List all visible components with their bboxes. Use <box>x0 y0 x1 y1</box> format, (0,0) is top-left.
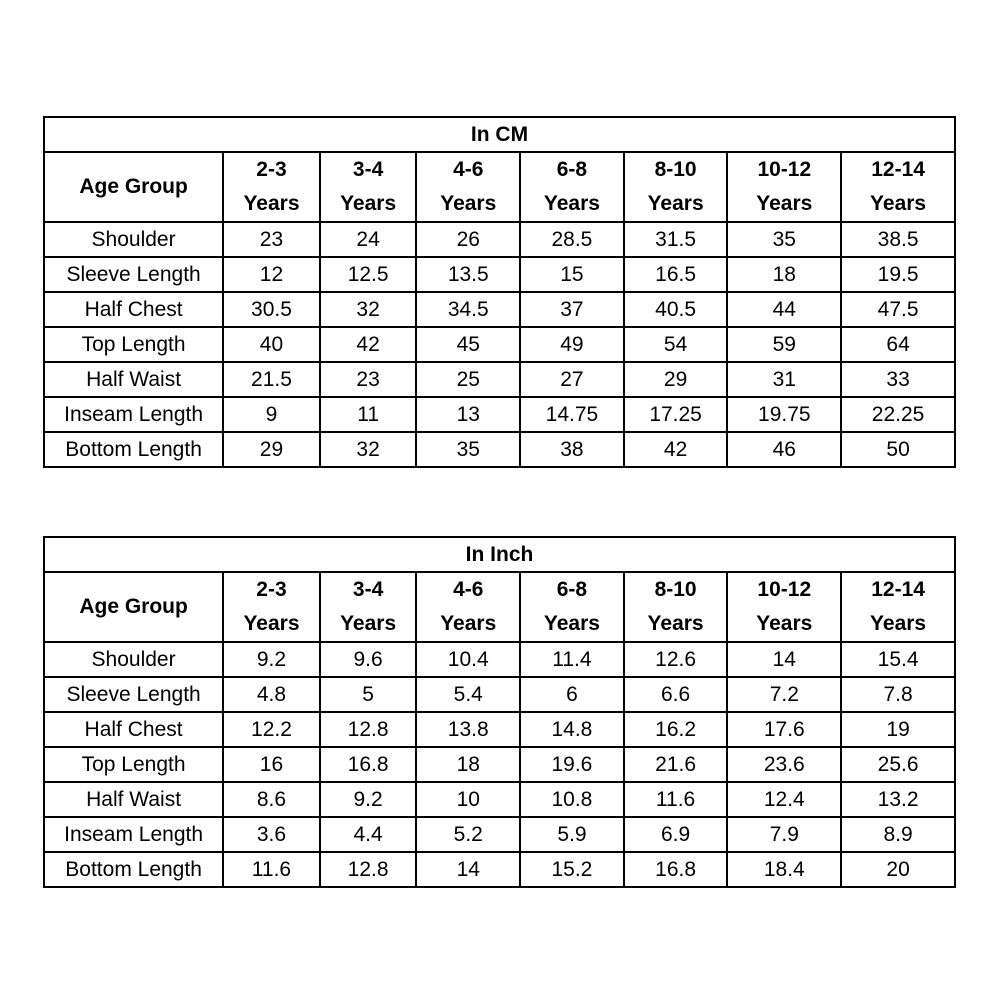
measurement-value: 12.8 <box>320 852 417 887</box>
measurement-value: 24 <box>320 222 417 257</box>
measurement-value: 10 <box>416 782 520 817</box>
age-unit: Years <box>340 612 397 635</box>
measurement-value: 33 <box>841 362 955 397</box>
age-column-header <box>841 572 955 642</box>
measurement-label: Half Waist <box>44 782 223 817</box>
measurement-label: Half Waist <box>44 362 223 397</box>
age-column-header <box>416 152 520 222</box>
measurement-value: 13.8 <box>416 712 520 747</box>
table-title: In CM <box>44 117 955 152</box>
measurement-value: 15.2 <box>520 852 624 887</box>
measurement-value: 16.8 <box>624 852 728 887</box>
measurement-label: Inseam Length <box>44 817 223 852</box>
size-table-cm <box>43 116 956 468</box>
measurement-value: 29 <box>223 432 320 467</box>
measurement-value: 9.2 <box>223 642 320 677</box>
measurement-value: 7.9 <box>727 817 841 852</box>
table-row <box>44 852 955 887</box>
table-row <box>44 222 955 257</box>
measurement-value: 42 <box>624 432 728 467</box>
measurement-value: 12.5 <box>320 257 417 292</box>
measurement-value: 5.4 <box>416 677 520 712</box>
measurement-value: 46 <box>727 432 841 467</box>
measurement-value: 19.5 <box>841 257 955 292</box>
measurement-value: 10.8 <box>520 782 624 817</box>
measurement-value: 16.2 <box>624 712 728 747</box>
measurement-value: 23 <box>320 362 417 397</box>
measurement-value: 12.2 <box>223 712 320 747</box>
age-unit: Years <box>243 612 300 635</box>
measurement-value: 13.2 <box>841 782 955 817</box>
measurement-value: 18 <box>416 747 520 782</box>
measurement-value: 5 <box>320 677 417 712</box>
measurement-label: Bottom Length <box>44 852 223 887</box>
measurement-label: Shoulder <box>44 222 223 257</box>
measurement-value: 11.6 <box>223 852 320 887</box>
table-title-row <box>44 117 955 152</box>
measurement-value: 6 <box>520 677 624 712</box>
measurement-value: 30.5 <box>223 292 320 327</box>
measurement-value: 9.6 <box>320 642 417 677</box>
age-range: 2-3 <box>256 578 287 601</box>
table-header-row <box>44 572 955 642</box>
measurement-value: 35 <box>416 432 520 467</box>
table-title-row <box>44 537 955 572</box>
table-row <box>44 292 955 327</box>
age-column-header <box>520 572 624 642</box>
measurement-value: 5.9 <box>520 817 624 852</box>
measurement-value: 6.6 <box>624 677 728 712</box>
measurement-value: 13 <box>416 397 520 432</box>
measurement-value: 54 <box>624 327 728 362</box>
measurement-value: 50 <box>841 432 955 467</box>
age-unit: Years <box>440 612 497 635</box>
measurement-value: 21.6 <box>624 747 728 782</box>
measurement-value: 45 <box>416 327 520 362</box>
age-unit: Years <box>543 612 600 635</box>
age-group-header: Age Group <box>44 572 223 642</box>
measurement-label: Sleeve Length <box>44 257 223 292</box>
measurement-value: 14 <box>727 642 841 677</box>
measurement-value: 28.5 <box>520 222 624 257</box>
size-table-inch <box>43 536 956 888</box>
age-unit: Years <box>756 192 813 215</box>
age-range: 4-6 <box>453 158 484 181</box>
measurement-label: Bottom Length <box>44 432 223 467</box>
measurement-label: Shoulder <box>44 642 223 677</box>
age-range: 10-12 <box>757 578 812 601</box>
age-column-header <box>320 152 417 222</box>
age-unit: Years <box>543 192 600 215</box>
measurement-value: 14.8 <box>520 712 624 747</box>
measurement-value: 21.5 <box>223 362 320 397</box>
measurement-value: 37 <box>520 292 624 327</box>
age-column-header <box>416 572 520 642</box>
age-range: 2-3 <box>256 158 287 181</box>
measurement-value: 49 <box>520 327 624 362</box>
age-range: 3-4 <box>352 578 384 601</box>
measurement-value: 8.9 <box>841 817 955 852</box>
measurement-value: 42 <box>320 327 417 362</box>
table-row <box>44 712 955 747</box>
measurement-value: 16 <box>223 747 320 782</box>
table-row <box>44 782 955 817</box>
measurement-value: 11.4 <box>520 642 624 677</box>
age-unit: Years <box>340 192 397 215</box>
measurement-value: 15.4 <box>841 642 955 677</box>
table-row <box>44 642 955 677</box>
age-range: 3-4 <box>352 158 384 181</box>
measurement-value: 16.8 <box>320 747 417 782</box>
measurement-value: 4.8 <box>223 677 320 712</box>
measurement-value: 44 <box>727 292 841 327</box>
measurement-value: 19 <box>841 712 955 747</box>
table-row <box>44 362 955 397</box>
age-unit: Years <box>647 192 704 215</box>
age-range: 4-6 <box>453 578 484 601</box>
measurement-value: 20 <box>841 852 955 887</box>
measurement-value: 10.4 <box>416 642 520 677</box>
measurement-value: 26 <box>416 222 520 257</box>
measurement-value: 13.5 <box>416 257 520 292</box>
measurement-value: 11 <box>320 397 417 432</box>
table-title: In Inch <box>44 537 955 572</box>
measurement-value: 14 <box>416 852 520 887</box>
age-range: 12-14 <box>871 158 925 181</box>
measurement-value: 25 <box>416 362 520 397</box>
measurement-label: Half Chest <box>44 292 223 327</box>
age-range: 6-8 <box>556 158 588 181</box>
age-unit: Years <box>243 192 300 215</box>
measurement-value: 19.6 <box>520 747 624 782</box>
age-range: 10-12 <box>757 158 812 181</box>
measurement-value: 4.4 <box>320 817 417 852</box>
table-header-row <box>44 152 955 222</box>
measurement-value: 31 <box>727 362 841 397</box>
measurement-value: 35 <box>727 222 841 257</box>
measurement-value: 31.5 <box>624 222 728 257</box>
age-column-header <box>727 152 841 222</box>
measurement-value: 47.5 <box>841 292 955 327</box>
measurement-value: 27 <box>520 362 624 397</box>
measurement-value: 11.6 <box>624 782 728 817</box>
age-column-header <box>727 572 841 642</box>
measurement-label: Inseam Length <box>44 397 223 432</box>
age-column-header <box>320 572 417 642</box>
measurement-value: 7.2 <box>727 677 841 712</box>
measurement-value: 8.6 <box>223 782 320 817</box>
age-column-header <box>624 572 728 642</box>
measurement-value: 7.8 <box>841 677 955 712</box>
measurement-value: 22.25 <box>841 397 955 432</box>
age-unit: Years <box>870 192 927 215</box>
measurement-value: 9 <box>223 397 320 432</box>
table-row <box>44 677 955 712</box>
table-row <box>44 747 955 782</box>
measurement-value: 40 <box>223 327 320 362</box>
measurement-value: 16.5 <box>624 257 728 292</box>
table-row <box>44 817 955 852</box>
measurement-value: 32 <box>320 432 417 467</box>
measurement-value: 38 <box>520 432 624 467</box>
measurement-value: 29 <box>624 362 728 397</box>
age-column-header <box>223 572 320 642</box>
table-row <box>44 432 955 467</box>
measurement-value: 23.6 <box>727 747 841 782</box>
measurement-value: 40.5 <box>624 292 728 327</box>
measurement-value: 17.6 <box>727 712 841 747</box>
measurement-label: Half Chest <box>44 712 223 747</box>
measurement-value: 6.9 <box>624 817 728 852</box>
measurement-value: 3.6 <box>223 817 320 852</box>
table-row <box>44 257 955 292</box>
measurement-value: 23 <box>223 222 320 257</box>
measurement-value: 18 <box>727 257 841 292</box>
measurement-value: 32 <box>320 292 417 327</box>
measurement-label: Top Length <box>44 327 223 362</box>
measurement-value: 64 <box>841 327 955 362</box>
measurement-value: 9.2 <box>320 782 417 817</box>
measurement-label: Top Length <box>44 747 223 782</box>
age-range: 6-8 <box>556 578 588 601</box>
measurement-value: 14.75 <box>520 397 624 432</box>
measurement-value: 12.4 <box>727 782 841 817</box>
age-column-header <box>520 152 624 222</box>
measurement-value: 17.25 <box>624 397 728 432</box>
measurement-value: 12.6 <box>624 642 728 677</box>
measurement-value: 18.4 <box>727 852 841 887</box>
measurement-value: 5.2 <box>416 817 520 852</box>
measurement-value: 38.5 <box>841 222 955 257</box>
table-row <box>44 327 955 362</box>
age-range: 8-10 <box>654 158 697 181</box>
measurement-value: 34.5 <box>416 292 520 327</box>
age-unit: Years <box>440 192 497 215</box>
measurement-value: 15 <box>520 257 624 292</box>
age-unit: Years <box>870 612 927 635</box>
age-column-header <box>841 152 955 222</box>
measurement-value: 59 <box>727 327 841 362</box>
age-range: 12-14 <box>871 578 925 601</box>
age-column-header <box>223 152 320 222</box>
measurement-value: 12.8 <box>320 712 417 747</box>
age-range: 8-10 <box>654 578 697 601</box>
age-unit: Years <box>756 612 813 635</box>
table-row <box>44 397 955 432</box>
age-unit: Years <box>647 612 704 635</box>
measurement-value: 25.6 <box>841 747 955 782</box>
age-group-header: Age Group <box>44 152 223 222</box>
measurement-label: Sleeve Length <box>44 677 223 712</box>
measurement-value: 19.75 <box>727 397 841 432</box>
measurement-value: 12 <box>223 257 320 292</box>
age-column-header <box>624 152 728 222</box>
